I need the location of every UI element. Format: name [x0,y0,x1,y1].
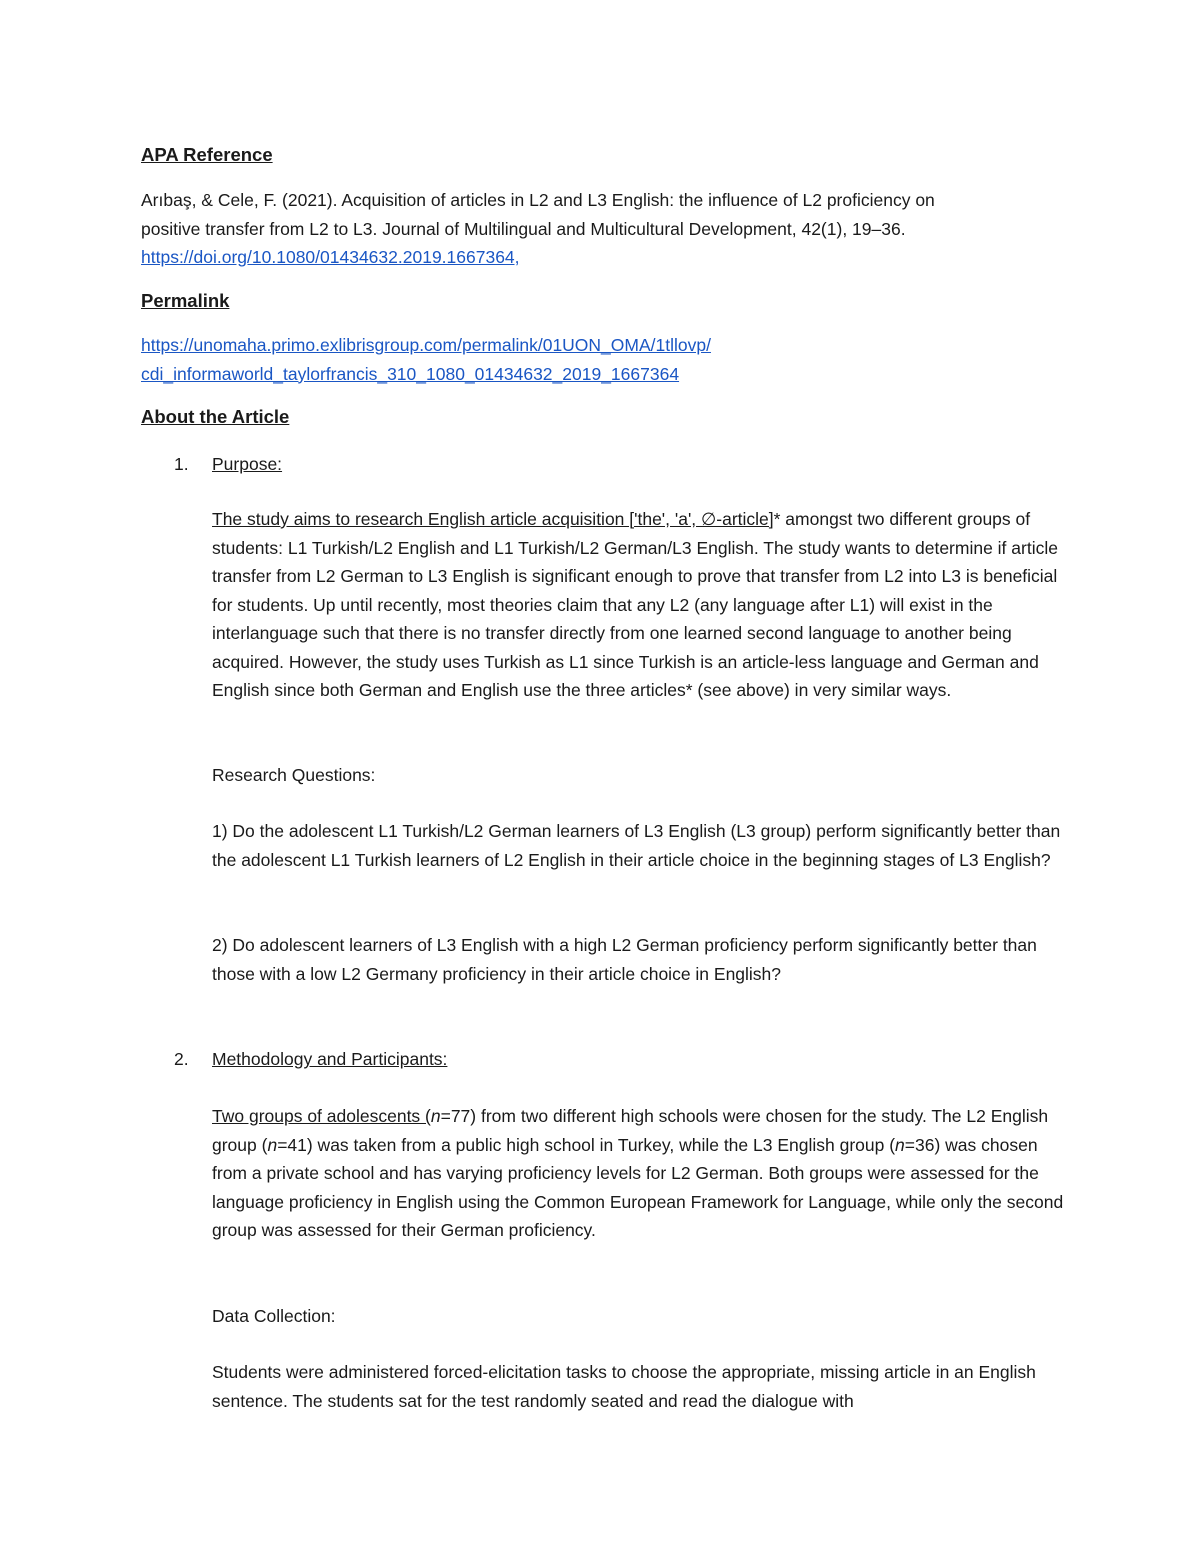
data-collection-heading: Data Collection: [212,1306,336,1326]
about-article-heading: About the Article [141,406,290,427]
methodology-paragraph [212,1102,1072,1245]
apa-reference-heading: APA Reference [141,144,273,165]
methodology-title-text: Methodology and Participants: [212,1049,448,1069]
n-variable-1: n [430,1106,441,1126]
n-variable-3: n [895,1134,905,1155]
methodology-segment-1: from two different high schools were chosen for the study. The L2 English group ( [212,1106,1049,1155]
citation-line-1: Arıbaş, & Cele, F. (2021). Acquisition of articles in L2 and L3 English: the influence of L2 proficiency on [141,190,935,210]
apa-citation [141,186,1071,272]
n-variable-2: n [267,1134,278,1155]
methodology-underlined-text: Two groups of adolescents ( [212,1106,431,1126]
doi-link[interactable]: https://doi.org/10.1080/01434632.2019.1667364, [141,247,520,267]
methodology-title [212,1045,1072,1074]
item-2-number: 2. [174,1049,189,1069]
purpose-underlined-text: The study aims to research English article acquisition ['the', 'a', ∅-article] [212,509,774,529]
n-value-1: =77) [440,1106,477,1126]
research-question-1: 1) Do the adolescent L1 Turkish/L2 German learners of L3 English (L3 group) perform significantly better than the adolescent L1 Turkish learners of L2 English in their article choice in the beginning stages of L3 English? [212,821,1061,870]
purpose-rest-text: * amongst two different groups of students: L1 Turkish/L2 English and L1 Turkish/L2 German/L3 English. The study wants to determine if article transfer from L2 German to L3 English is significant enough to prove that transfer from L2 into L3 is beneficial for students. Up until recently, most theories claim that any L2 (any language after L1) will exist in the interlanguage such that there is no transfer directly from one learned second language to another being acquired. However, the study uses Turkish as L1 since Turkish is an article-less language and German and English since both German and English use the three articles* (see above) in very similar ways. [212,509,1058,700]
purpose-paragraph [212,505,1072,705]
citation-line-2: positive transfer from L2 to L3. Journal of Multilingual and Multicultural Development, 42(1), 19–36. [141,218,906,239]
permalink-link-line-1[interactable]: https://unomaha.primo.exlibrisgroup.com/permalink/01UON_OMA/1tllovp/ [141,335,711,355]
research-question-2: 2) Do adolescent learners of L3 English with a high L2 German proficiency perform significantly better than those with a low L2 Germany proficiency in their article choice in English? [212,935,1037,984]
permalink-block [141,331,1071,388]
item-1-number: 1. [174,454,189,474]
permalink-heading: Permalink [141,290,230,311]
data-collection-paragraph: Students were administered forced-elicitation tasks to choose the appropriate, missing article in an English sentence. The students sat for the test randomly seated and read the dialogue with [212,1362,1036,1411]
methodology-segment-3: =36) was chosen from a private school and has varying proficiency levels for L2 German. Both groups were assessed for the language proficiency in English using the Common European Framework for Language, while only the second group was assessed for their German proficiency. [212,1134,1064,1240]
purpose-title [212,450,1072,479]
permalink-link-line-2[interactable]: cdi_informaworld_taylorfrancis_310_1080_01434632_2019_1667364 [141,363,680,384]
purpose-title-text: Purpose: [212,454,283,474]
methodology-segment-2: =41) was taken from a public high school in Turkey, while the L3 English group ( [277,1134,896,1155]
research-questions-heading: Research Questions: [212,765,376,785]
